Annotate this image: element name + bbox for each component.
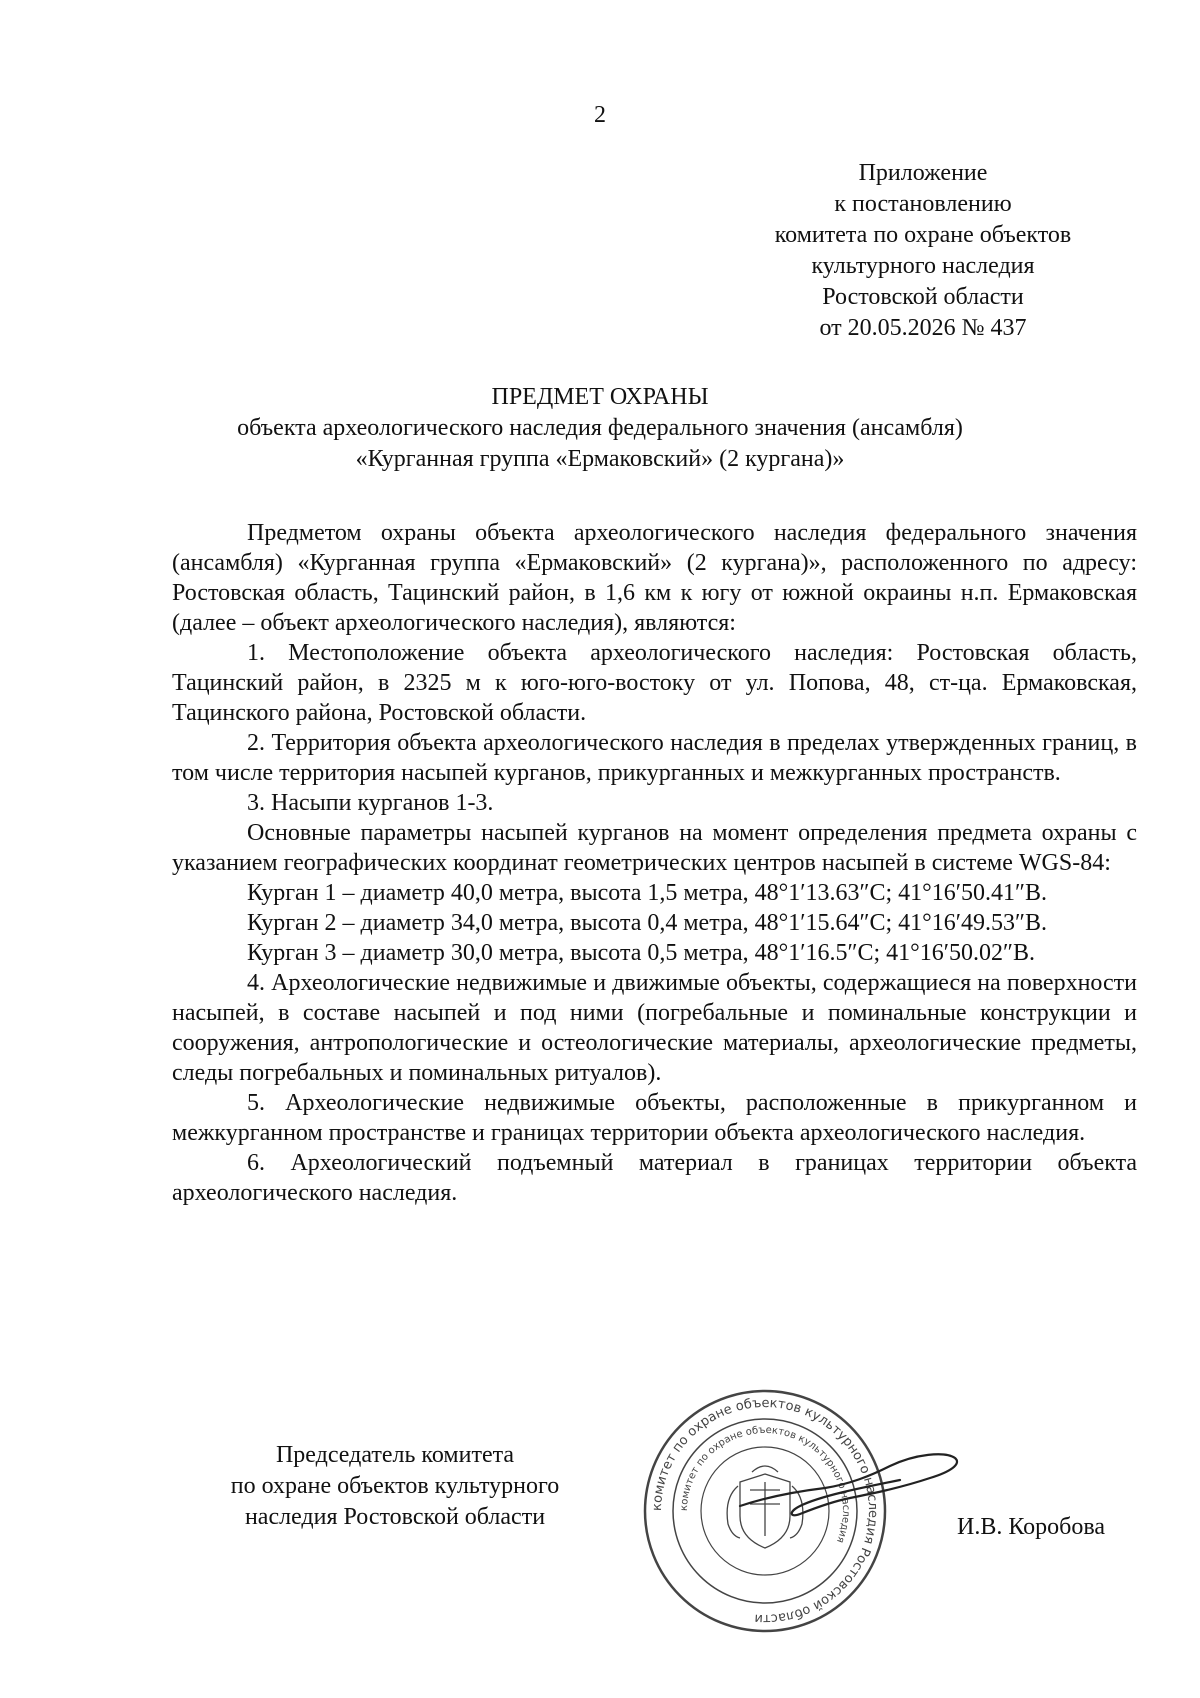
document-title (0, 382, 1200, 475)
item-mounds: 3. Насыпи курганов 1-3. (247, 790, 494, 816)
item-objects: 4. Археологические недвижимые и движимые объекты, содержащиеся на поверхности насыпей, в составе насыпей и под ними (погребальные и поминальные конструкции и сооружения, антропологические и остеологические материалы, археологические предметы, следы погребальных и поминальных ритуалов). (172, 970, 1137, 1086)
appendix-line: к постановлению (834, 191, 1012, 217)
item-immovable: 5. Археологические недвижимые объекты, расположенные в прикурганном и межкурганном пространстве и границах территории объекта археологического наследия. (172, 1090, 1137, 1146)
signer-title-line: наследия Ростовской области (244, 1504, 546, 1530)
seal-inner-textpath: комитет по охране объектов культурного наследия (678, 1424, 852, 1545)
signer-title-line: Председатель комитета (275, 1442, 515, 1468)
signature-stroke (740, 1454, 957, 1515)
appendix-date-line: от 20.05.2026 № 437 (819, 315, 1027, 341)
title-subline: «Курганная группа «Ермаковский» (2 кургана)» (355, 446, 845, 472)
signer-title (185, 1440, 605, 1533)
appendix-line: Приложение (858, 160, 988, 186)
intro-paragraph: Предметом охраны объекта археологического наследия федерального значения (ансамбля) «Курганная группа «Ермаковский» (2 кургана)», расположенного по адресу: Ростовская область, Тацинский район, в 1,6 км к югу от южной окраины н.п. Ермаковская (далее – объект археологического наследия), являются: (172, 520, 1137, 636)
signer-name: И.В. Коробова (957, 1514, 1106, 1540)
item-territory: 2. Территория объекта археологического наследия в пределах утвержденных границ, в том числе территория насыпей курганов, прикурганных и межкурганных пространств. (172, 730, 1137, 786)
handwritten-signature (730, 1436, 970, 1536)
document-body (172, 518, 1137, 1208)
appendix-line: культурного наследия (811, 253, 1035, 279)
page-number: 2 (594, 102, 606, 128)
item-location: 1. Местоположение объекта археологического наследия: Ростовская область, Тацинский район, в 2325 м к юго-юго-востоку от ул. Попова, 48, ст-ца. Ермаковская, Тацинского района, Ростовской области. (172, 640, 1137, 726)
signer-title-line: по охране объектов культурного (230, 1473, 560, 1499)
appendix-line: Ростовской области (822, 284, 1024, 310)
kurgan-row: Курган 3 – диаметр 30,0 метра, высота 0,5 метра, 48°1′16.5″С; 41°16′50.02″В. (247, 940, 1036, 966)
item-surface-material: 6. Археологический подъемный материал в границах территории объекта археологического наследия. (172, 1150, 1137, 1206)
params-paragraph: Основные параметры насыпей курганов на момент определения предмета охраны с указанием географических координат геометрических центров насыпей в системе WGS-84: (172, 820, 1137, 876)
title-subline: объекта археологического наследия федерального значения (ансамбля) (237, 415, 963, 441)
appendix-header (705, 158, 1141, 344)
seal-outer-textpath: комитет по охране объектов культурного наследия Ростовской области (649, 1395, 881, 1627)
kurgan-row: Курган 1 – диаметр 40,0 метра, высота 1,5 метра, 48°1′13.63″С; 41°16′50.41″В. (247, 880, 1048, 906)
kurgan-row: Курган 2 – диаметр 34,0 метра, высота 0,4 метра, 48°1′15.64″С; 41°16′49.53″В. (247, 910, 1048, 936)
appendix-line: комитета по охране объектов (774, 222, 1072, 248)
title-heading: ПРЕДМЕТ ОХРАНЫ (491, 384, 709, 410)
